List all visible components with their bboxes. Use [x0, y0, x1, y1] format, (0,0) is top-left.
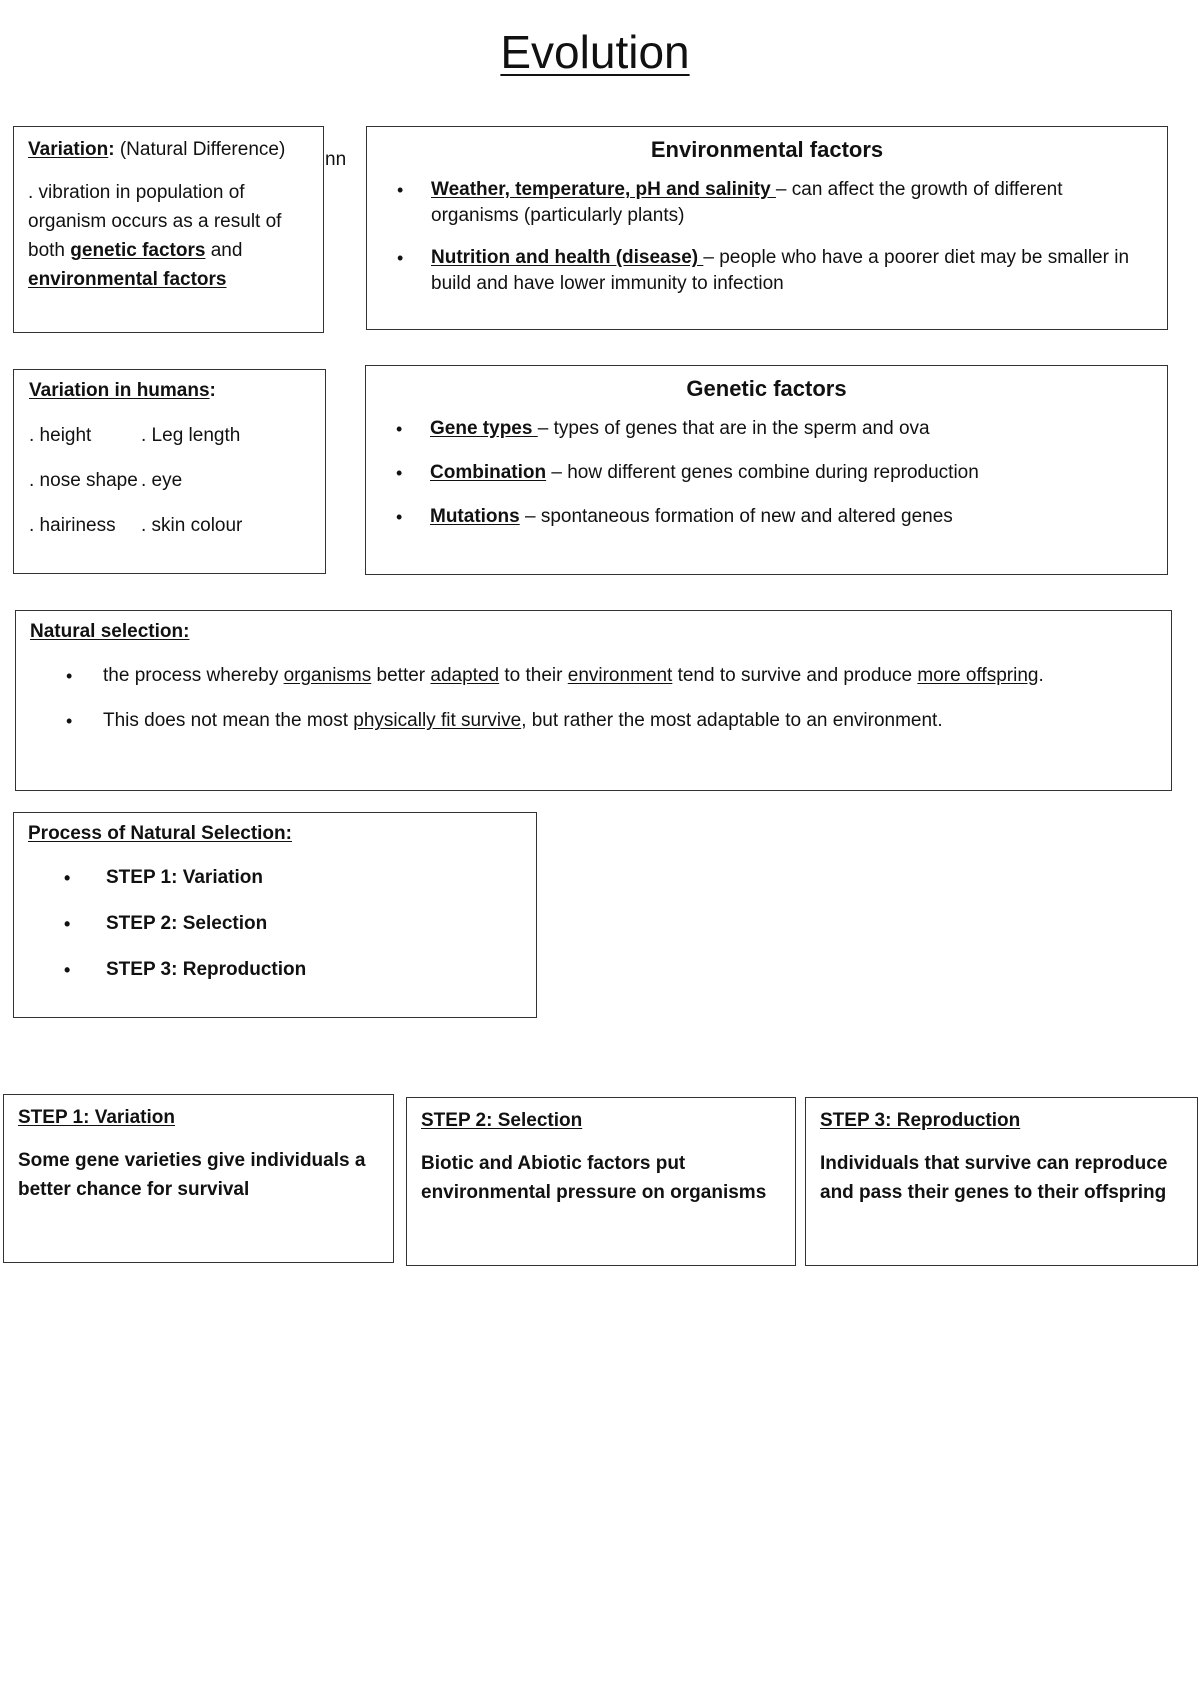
ns-term-adapted: adapted	[430, 665, 500, 686]
list-item	[30, 663, 1157, 689]
ns-text: the process whereby	[103, 665, 284, 686]
process-steps-list	[28, 865, 522, 983]
ns-term-more-offspring: more offspring	[917, 665, 1039, 686]
gen-term-combination: Combination	[430, 462, 547, 483]
list-item	[381, 177, 1153, 229]
env-term-weather: Weather, temperature, pH and salinity	[431, 179, 776, 200]
trait-eye: . eye	[141, 470, 183, 491]
stray-text: nn	[325, 149, 347, 170]
environmental-factors-box	[366, 126, 1168, 330]
natural-selection-heading: Natural selection:	[30, 621, 190, 642]
process-of-natural-selection-box	[13, 812, 537, 1018]
step1-text: Some gene varieties give individuals a better chance for survival	[18, 1150, 366, 1200]
ns-text: better	[371, 665, 431, 686]
list-item	[380, 416, 1153, 442]
trait-height: . height	[29, 425, 92, 446]
step3-reproduction-box	[805, 1097, 1198, 1266]
ns-text: .	[1038, 665, 1044, 686]
gen-desc-gene-types: – types of genes that are in the sperm and ova	[537, 418, 930, 439]
variation-text	[28, 178, 309, 294]
variation-text-2: and	[205, 240, 243, 261]
natural-selection-box	[15, 610, 1172, 791]
list-item: • STEP 1: Variation	[28, 865, 522, 891]
env-term-nutrition: Nutrition and health (disease)	[431, 247, 704, 268]
step3-heading: STEP 3: Reproduction	[820, 1110, 1021, 1131]
humans-heading-label: Variation in humans	[29, 380, 210, 401]
environmental-factors-list	[381, 177, 1153, 297]
variation-heading	[28, 135, 309, 164]
trait-leg-length: . Leg length	[141, 425, 241, 446]
list-item	[380, 460, 1153, 486]
step1-variation-box	[3, 1094, 394, 1263]
step3-text: Individuals that survive can reproduce and pass their genes to their offspring	[820, 1153, 1168, 1203]
step2-selection-box	[406, 1097, 796, 1266]
trait-row	[29, 423, 310, 449]
list-item	[380, 504, 1153, 530]
list-item	[30, 708, 1157, 734]
ns-text: to their	[499, 665, 568, 686]
step1-heading: STEP 1: Variation	[18, 1107, 175, 1128]
trait-row	[29, 468, 310, 494]
natural-selection-list	[30, 663, 1157, 734]
list-item: • STEP 3: Reproduction	[28, 957, 522, 983]
variation-text-1: . vibration in population of organism occurs as a result of both	[28, 182, 282, 261]
ns-term-environment: environment	[567, 665, 673, 686]
ns-text: tend to survive and produce	[672, 665, 918, 686]
ns-term-physically-fit: physically fit survive	[353, 710, 522, 731]
variation-heading-note: (Natural Difference)	[114, 139, 286, 160]
ns-text: , but rather the most adaptable to an environment.	[521, 710, 943, 731]
trait-hairiness: . hairiness	[29, 515, 116, 536]
process-heading: Process of Natural Selection:	[28, 823, 292, 844]
environmental-factors-title: Environmental factors	[650, 137, 884, 162]
gen-term-gene-types: Gene types	[430, 418, 538, 439]
list-item: • STEP 2: Selection	[28, 911, 522, 937]
trait-skin-colour: . skin colour	[141, 515, 243, 536]
trait-row	[29, 513, 310, 539]
variation-heading-colon: :	[108, 139, 115, 160]
variation-heading-label: Variation	[28, 139, 109, 160]
page-title: Evolution	[500, 26, 690, 78]
genetic-factors-title: Genetic factors	[686, 376, 847, 401]
ns-text: This does not mean the most	[103, 710, 354, 731]
variation-in-humans-box	[13, 369, 326, 574]
environmental-factors-term: environmental factors	[28, 269, 227, 290]
genetic-factors-term: genetic factors	[70, 240, 206, 261]
variation-box	[13, 126, 324, 333]
gen-desc-mutations: – spontaneous formation of new and altered genes	[519, 506, 953, 527]
trait-nose-shape: . nose shape	[29, 470, 138, 491]
gen-term-mutations: Mutations	[430, 506, 520, 527]
step2-text: Biotic and Abiotic factors put environmental pressure on organisms	[421, 1153, 767, 1203]
step2-heading: STEP 2: Selection	[421, 1110, 583, 1131]
gen-desc-combination: – how different genes combine during reproduction	[546, 462, 979, 483]
genetic-factors-box	[365, 365, 1168, 575]
genetic-factors-list	[380, 416, 1153, 530]
env-desc-nutrition: – people who have a poorer diet may be smaller in build and have lower immunity to infection	[431, 247, 1130, 294]
list-item	[381, 245, 1153, 297]
humans-heading-colon: :	[209, 380, 216, 401]
humans-heading	[29, 378, 310, 404]
env-desc-weather: – can affect the growth of different organisms (particularly plants)	[431, 179, 1063, 226]
ns-term-organisms: organisms	[283, 665, 372, 686]
